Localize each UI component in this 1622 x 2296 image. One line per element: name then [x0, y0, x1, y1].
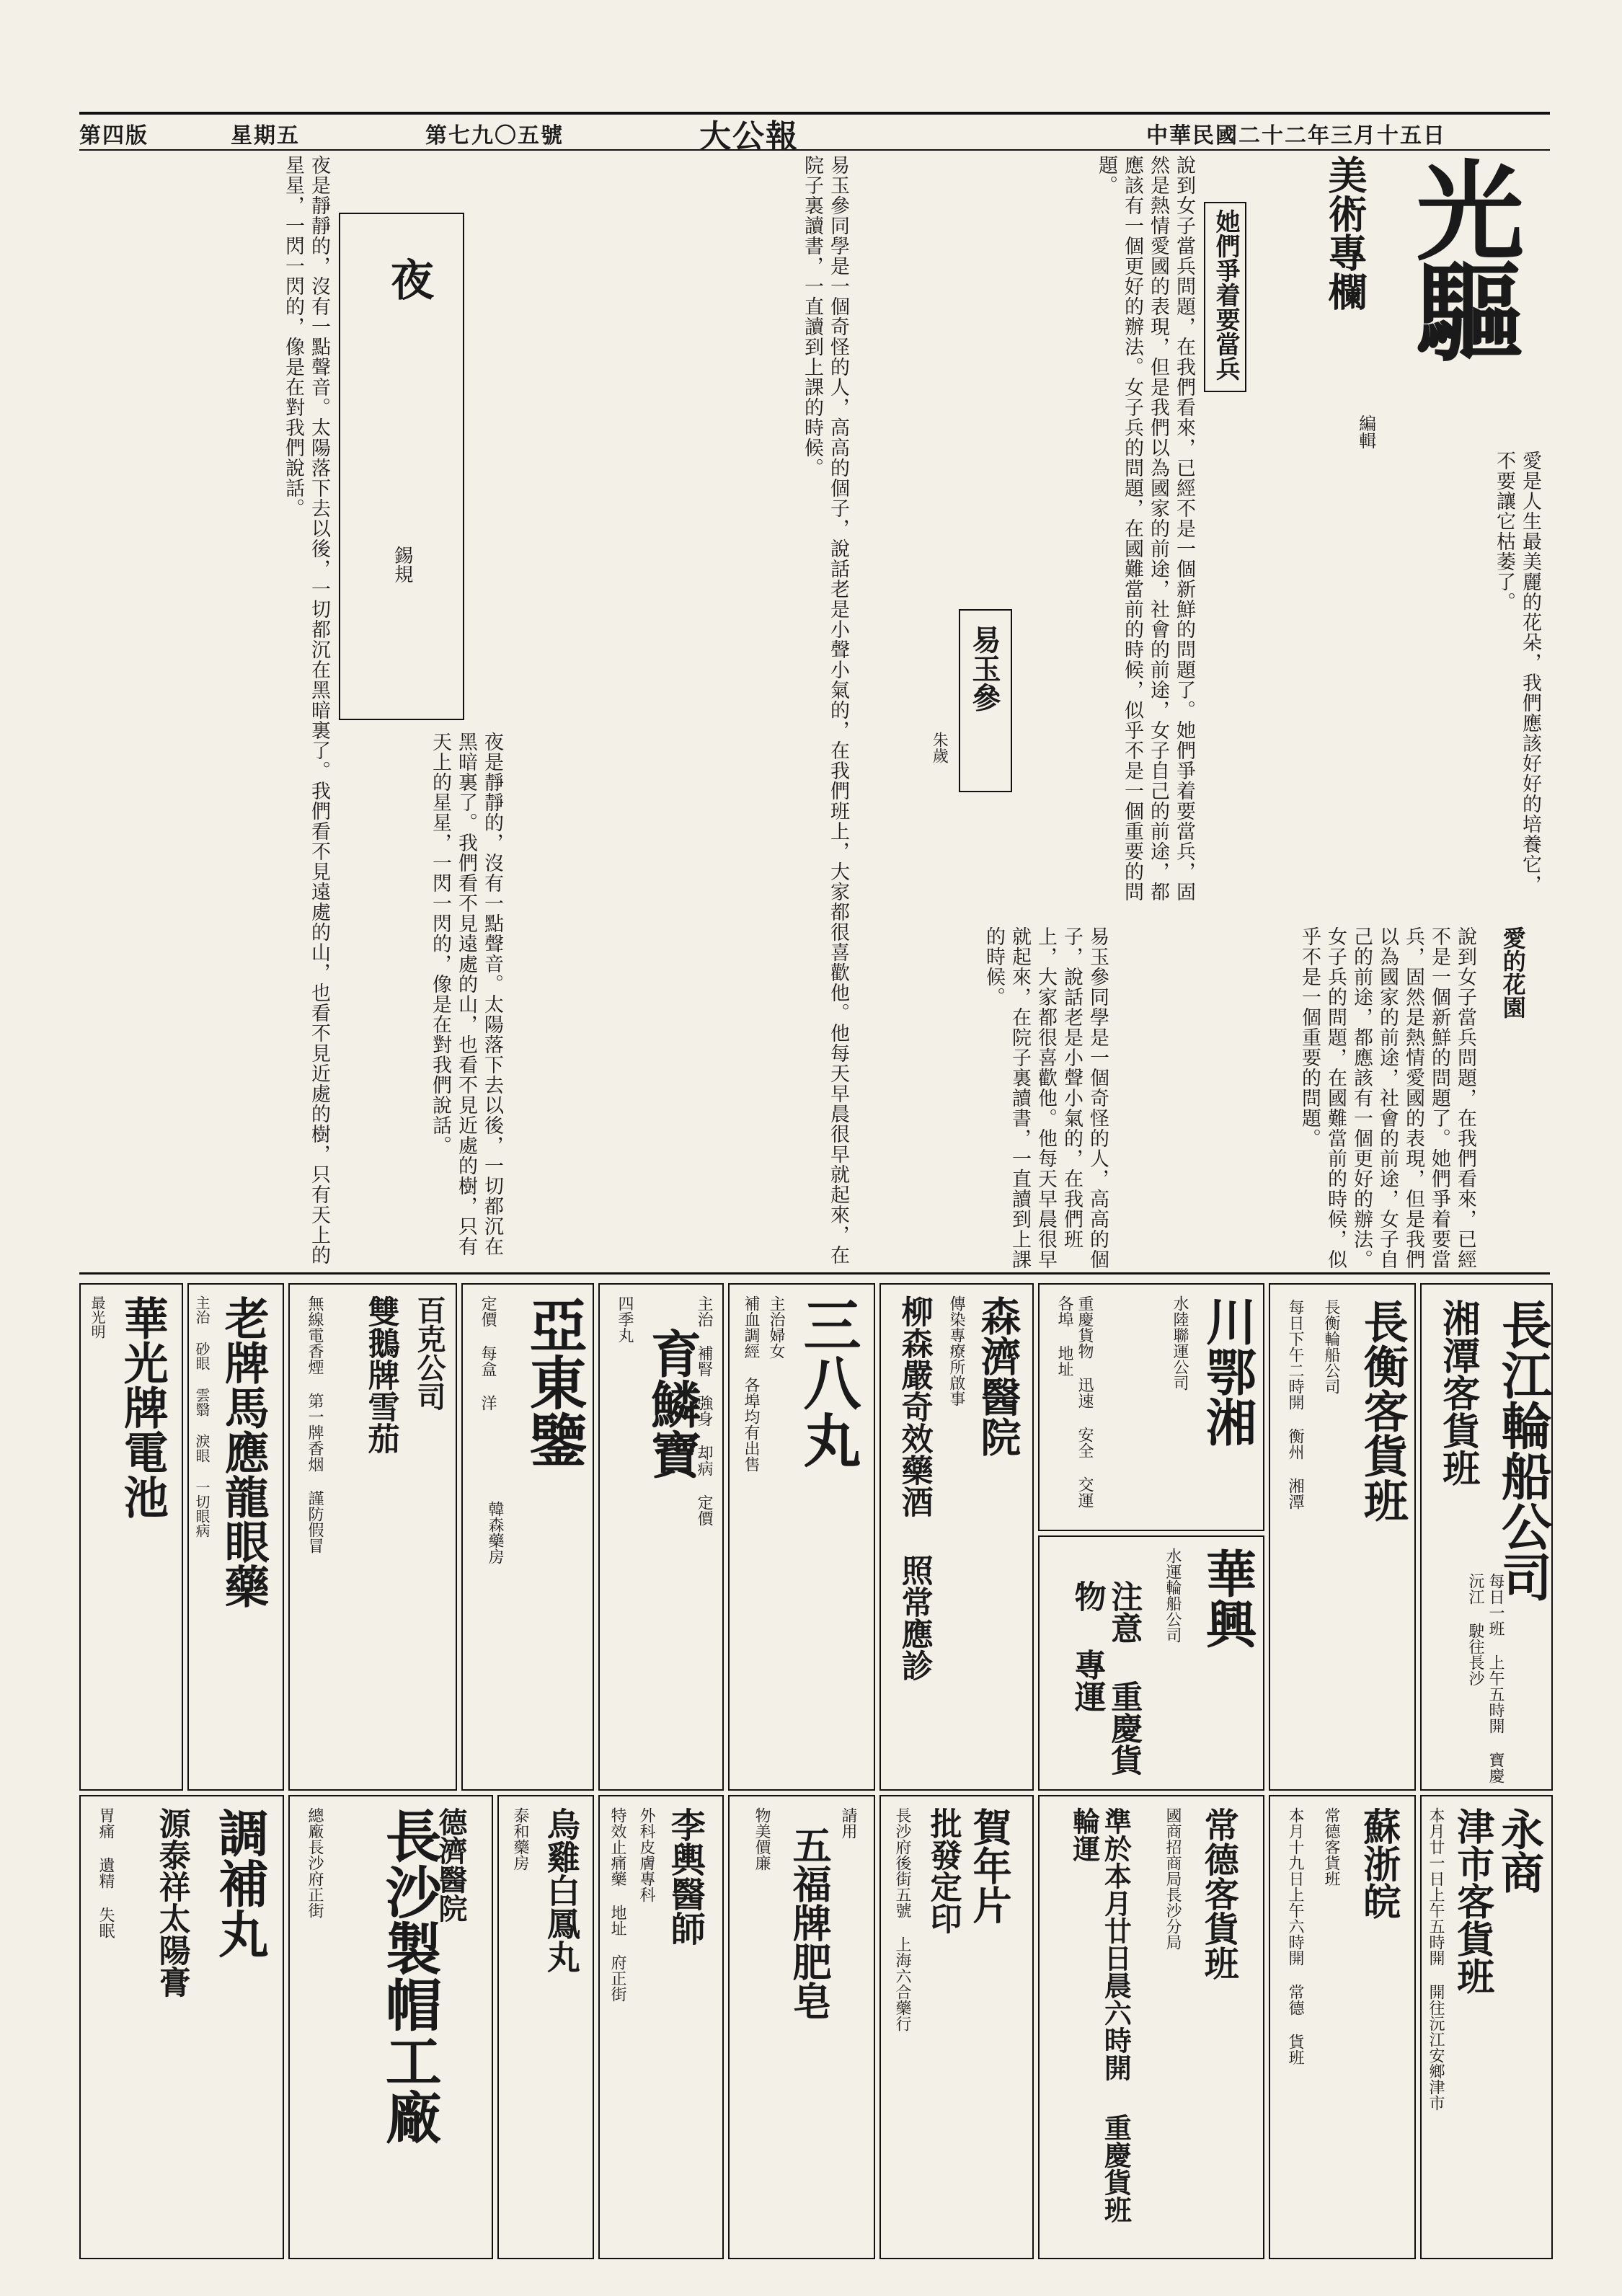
- ad-subhead: 國商招商局長沙分局: [1164, 1807, 1182, 1950]
- ad-box: [187, 1283, 284, 1791]
- ad-body: 特效止痛藥 地址 府正街: [608, 1807, 626, 2002]
- ad-subhead: 傳染專療所啟事: [947, 1295, 965, 1406]
- ad-box: [879, 1795, 1034, 2259]
- ad-headline: 華興: [1197, 1548, 1258, 1649]
- ad-subhead: 水陸聯運公司: [1171, 1295, 1189, 1391]
- section-divider: [79, 1272, 1550, 1275]
- date-line: 中華民國二十二年三月十五日: [1146, 123, 1446, 149]
- ad-headline: 常德客貨班: [1198, 1807, 1239, 1980]
- ad-box: [461, 1283, 594, 1791]
- ad-headline: 森濟醫院: [974, 1295, 1022, 1457]
- ad-box: [598, 1283, 724, 1791]
- ad-box: [1038, 1795, 1264, 2259]
- newspaper-page: [79, 112, 1554, 2260]
- article-title-box: [959, 609, 1012, 792]
- ad-subhead: 主治婦女: [767, 1295, 785, 1359]
- article-title-box: [339, 213, 464, 720]
- article-title: 易玉參: [967, 625, 1001, 712]
- ad-box: [728, 1795, 875, 2259]
- ad-headline: 長衡客貨班: [1356, 1299, 1409, 1522]
- ad-box: [1420, 1283, 1553, 1791]
- ad-box: [1420, 1795, 1553, 2259]
- ad-subhead: 長衡輪船公司: [1322, 1299, 1340, 1394]
- ad-subhead: 最光明: [89, 1295, 106, 1339]
- ad-body: 總廠長沙府正街: [306, 1807, 324, 1918]
- ad-subhead: 主治 砂眼 雲翳 淚眼 一切眼病: [193, 1295, 210, 1538]
- ad-subhead: 源泰祥太陽膏: [153, 1807, 190, 1998]
- ad-subhead: 德濟醫院: [434, 1807, 468, 1923]
- ad-box: [497, 1795, 594, 2259]
- ad-headline: 烏雞白鳳丸: [541, 1807, 581, 1973]
- ad-subhead: 雙鵝牌雪茄: [362, 1295, 399, 1454]
- ad-body: 補血調經 各埠均有出售: [742, 1295, 760, 1472]
- ad-subhead: 湘潭客貨班: [1435, 1299, 1480, 1486]
- ad-headline: 賀年片: [967, 1807, 1014, 1924]
- issue-number: 第七九〇五號: [425, 123, 564, 149]
- ad-body: 準於本月廿日晨六時開 重慶貨班 輪運: [1068, 1807, 1133, 2223]
- ad-headline: 五福牌肥皂: [786, 1825, 833, 2020]
- ad-headline: 永商: [1494, 1807, 1544, 1894]
- ad-box: [288, 1283, 457, 1791]
- ad-subhead: 常德客貨班: [1322, 1807, 1340, 1887]
- ad-headline: 調補丸: [210, 1807, 270, 1959]
- masthead: [79, 112, 1550, 155]
- article-body: 易玉參同學是一個奇怪的人，高高的個子，說話老是小聲小氣的，在我們班上，大家都很喜歡他。他每天早晨很早就起來，在院子裏讀書，一直讀到上課的時候。: [801, 155, 849, 1265]
- ad-box: [79, 1283, 183, 1791]
- ad-headline: 長沙製帽工廠: [376, 1807, 442, 2145]
- ad-subhead: 津市客貨班: [1450, 1807, 1494, 1995]
- ad-body: 每日一班 上午五時開 寶慶沅江 駛往長沙: [1466, 1573, 1504, 1783]
- ad-body: 主治 補腎 強身 却病 定價: [695, 1295, 713, 1526]
- ad-box: [728, 1283, 875, 1791]
- ad-headline: 蘇浙皖: [1356, 1807, 1401, 1920]
- ad-body: 定價 每盒 洋: [479, 1295, 497, 1411]
- supplement-title: 光驅: [1397, 155, 1525, 357]
- ad-headline: 華光牌電池: [116, 1295, 169, 1519]
- article-body: 夜是靜靜的，沒有一點聲音。太陽落下去以後，一切都沉在黑暗裏了。我們看不見遠處的山，也看不見近處的樹，只有天上的星星，一閃一閃的，像是在對我們說話。: [282, 155, 330, 1265]
- article-body: 易玉參同學是一個奇怪的人，高高的個子，說話老是小聲小氣的，在我們班上，大家都很喜歡他。他每天早晨很早就起來，在院子裏讀書，一直讀到上課的時候。: [983, 926, 1109, 1269]
- article-body: 夜是靜靜的，沒有一點聲音。太陽落下去以後，一切都沉在黑暗裏了。我們看不見遠處的山，也看不見近處的樹，只有天上的星星，一閃一閃的，像是在對我們說話。: [429, 732, 503, 1256]
- ad-subhead: 水運輪船公司: [1164, 1548, 1182, 1643]
- ad-subhead: 泰和藥房: [511, 1807, 529, 1871]
- ad-box: [1269, 1283, 1416, 1791]
- ad-box: [1038, 1535, 1264, 1791]
- ad-body: 注意 重慶貨物 專運: [1068, 1580, 1143, 1776]
- ad-box: [1269, 1795, 1416, 2259]
- article-body: 說到女子當兵問題，在我們看來，已經不是一個新鮮的問題了。她們爭着要當兵，固然是熱情愛國的表現，但是我們以為國家的前途，社會的前途，女子自己的前途，都應該有一個更好的辦法。女子兵的問題，在國難當前的時候，似乎不是一個重要的問題。: [1095, 155, 1195, 902]
- ad-headline: 三八丸: [794, 1295, 861, 1468]
- weekday: 星期五: [231, 123, 300, 149]
- ad-subhead: 韓森藥房: [486, 1501, 504, 1564]
- article-body: 愛是人生最美麗的花朵，我們應該好好的培養它，不要讓它枯萎了。: [1493, 451, 1541, 895]
- ad-body: 柳森嚴奇效藥酒 照常應診: [895, 1295, 933, 1681]
- ad-subhead: 外科皮膚專科: [637, 1807, 655, 1902]
- article-author: 朱歲: [930, 732, 949, 763]
- article-title-box: [1204, 202, 1246, 392]
- ad-body: 無線電香煙 第一牌香烟 謹防假冒: [306, 1295, 324, 1553]
- ad-subhead: 物美價廉: [753, 1807, 771, 1871]
- ad-body: 本月十九日上午六時開 常德 貨班: [1286, 1807, 1304, 2065]
- supplement-subtitle: 美術專欄: [1322, 155, 1369, 311]
- supplement-editor: 編輯: [1355, 415, 1376, 449]
- ad-body: 長沙府後街五號 上海六合藥行: [893, 1807, 911, 2031]
- ad-box: [288, 1795, 493, 2259]
- ad-headline: 老牌馬應龍眼藥: [217, 1295, 270, 1608]
- article-author: 錫規: [391, 546, 413, 583]
- article-title: 她們爭着要當兵: [1211, 209, 1241, 381]
- ad-body: 胃痛 遺精 失眠: [97, 1807, 115, 1938]
- ad-body: 本月廿一日上午五時開 開往沅江安鄉津市: [1427, 1807, 1445, 2111]
- ad-box: [879, 1283, 1034, 1791]
- ad-body: 重慶貨物 迅速 安全 交運 各埠 地址: [1055, 1295, 1094, 1508]
- ad-headline: 亞東鑒: [520, 1295, 588, 1468]
- article-title: 愛的花園: [1499, 926, 1527, 1019]
- ad-body: 每日下午二時開 衡州 湘潭: [1286, 1299, 1304, 1510]
- issue-sheet: 第四版: [79, 123, 149, 149]
- ad-headline: 百克公司: [412, 1295, 446, 1411]
- ad-headline: 川鄂湘: [1197, 1295, 1258, 1447]
- ad-box: [598, 1795, 724, 2259]
- ad-box: [79, 1795, 284, 2259]
- article-title: 夜: [384, 257, 434, 301]
- ad-box: [1038, 1283, 1264, 1531]
- article-body: 說到女子當兵問題，在我們看來，已經不是一個新鮮的問題了。她們爭着要當兵，固然是熱情愛國的表現，但是我們以為國家的前途，社會的前途，女子自己的前途，都應該有一個更好的辦法。女子兵的問題，在國難當前的時候，似乎不是一個重要的問題。: [1298, 926, 1476, 1269]
- ad-subhead: 批發定印: [924, 1807, 962, 1934]
- ad-body: 請用: [839, 1807, 857, 1839]
- ad-subhead: 四季丸: [616, 1295, 634, 1343]
- ad-headline: 長江輪船公司: [1493, 1299, 1554, 1602]
- paper-name: 大公報: [699, 118, 799, 155]
- ad-headline: 李輿醫師: [665, 1807, 706, 1946]
- ad-headline: 育鱗寶: [642, 1328, 703, 1479]
